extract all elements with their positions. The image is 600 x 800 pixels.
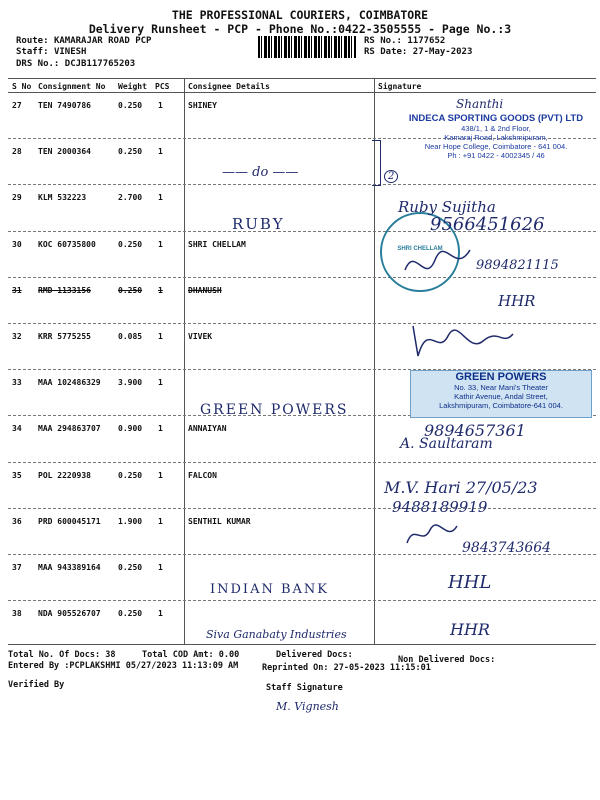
handwritten-signature: A. Saultaram [400, 436, 493, 452]
green-powers-stamp [410, 370, 592, 418]
route-field [16, 36, 151, 46]
row-consignee: FALCON [188, 470, 217, 480]
row-sno: 32 [12, 332, 22, 341]
col-header-signature: Signature [378, 82, 422, 91]
indeca-stamp [398, 113, 594, 160]
row-sno: 35 [12, 470, 22, 480]
col-header-weight: Weight [118, 82, 147, 91]
staff-signature: M. Vignesh [276, 700, 339, 713]
staff-label: Staff: [16, 47, 49, 57]
row-weight: 0.250 [118, 285, 143, 295]
rs-no-value: 1177652 [407, 36, 446, 46]
row-weight: 0.250 [118, 239, 143, 249]
row-weight: 0.250 [118, 147, 143, 157]
handwritten-name: Siva Ganabaty Industries [206, 628, 347, 641]
row-weight: 2.700 [118, 193, 143, 203]
rs-date-label: RS Date: [364, 47, 408, 57]
handwritten-scribble [400, 240, 480, 286]
handwritten-phone: 9488189919 [392, 498, 488, 516]
handwritten-phone: 9894821115 [476, 258, 559, 273]
handwritten-signature: Ruby Sujitha [398, 198, 496, 216]
row-pcs: 1 [158, 285, 163, 295]
row-pcs: 1 [158, 239, 163, 249]
row-consignment-no: KOC 60735800 [38, 239, 96, 249]
row-pcs: 1 [158, 470, 163, 480]
row-sno: 38 [12, 609, 22, 619]
row-consignment-no: TEN 2000364 [38, 147, 91, 157]
rs-date-value: 27-May-2023 [412, 47, 473, 57]
row-consignment-no: MAA 943389164 [38, 563, 101, 572]
row-pcs: 1 [158, 563, 163, 572]
route-label: Route: [16, 36, 49, 46]
table-top-border [8, 78, 596, 79]
row-consignment-no: RMD 1133156 [38, 285, 91, 295]
row-weight: 0.250 [118, 609, 143, 619]
handwritten-signature: Shanthi [456, 97, 504, 111]
row-pcs: 1 [158, 516, 163, 526]
indeca-stamp-line: 438/1, 1 & 2nd Floor, [461, 124, 531, 133]
row-weight: 0.900 [118, 424, 143, 434]
row-weight: 3.900 [118, 378, 143, 388]
row-sno: 34 [12, 424, 22, 434]
total-cod-label: Total COD Amt: [142, 650, 214, 660]
row-sno: 36 [12, 516, 22, 526]
row-weight: 0.250 [118, 101, 143, 110]
green-powers-line: No. 33, Near Mani's Theater [454, 383, 548, 392]
staff-field [16, 47, 86, 57]
row-pcs: 1 [158, 193, 163, 203]
row-consignment-no: MAA 294863707 [38, 424, 101, 434]
row-consignee: SHINEY [188, 101, 217, 110]
row-consignee: ANNAIYAN [188, 424, 227, 434]
handwritten-name: INDIAN BANK [210, 582, 329, 597]
handwritten-brace [372, 140, 381, 186]
row-consignee: DHANUSH [188, 285, 222, 295]
verified-by: Verified By [8, 680, 65, 690]
col-header-consignee: Consignee Details [188, 82, 270, 91]
route-value: KAMARAJAR ROAD PCP [53, 36, 152, 46]
row-consignment-no: NDA 905526707 [38, 609, 101, 619]
drs-label: DRS No.: [16, 59, 60, 69]
row-sno: 31 [12, 285, 22, 295]
row-consignment-no: TEN 7490786 [38, 101, 91, 110]
col-header-sno: S No [12, 82, 32, 91]
green-powers-title: GREEN POWERS [455, 371, 547, 383]
handwritten-scribble [408, 316, 518, 362]
rs-date-field [364, 47, 472, 57]
entered-by: Entered By :PCPLAKSHMI 05/27/2023 11:13:09 AM [8, 661, 239, 671]
row-pcs: 1 [158, 378, 163, 388]
shri-chellam-seal-text: SHRI CHELLAM [397, 246, 443, 252]
green-powers-line: Kathir Avenue, Andal Street, [454, 392, 548, 401]
total-cod-value: 0.00 [218, 650, 240, 660]
row-sno: 37 [12, 563, 22, 572]
rs-no-field [364, 36, 445, 46]
handwritten-name: RUBY [232, 215, 285, 233]
total-docs [8, 650, 116, 660]
green-powers-line: Lakshmipuram, Coimbatore-641 004. [439, 401, 563, 410]
row-consignee: SHRI CHELLAM [188, 239, 246, 249]
handwritten-ditto: —— do —— [222, 165, 299, 180]
rs-no-label: RS No.: [364, 36, 402, 46]
staff-value: VINESH [53, 47, 87, 57]
handwritten-initials: HHR [450, 620, 490, 639]
handwritten-count: 2 [384, 170, 398, 183]
drs-field [16, 59, 135, 69]
row-pcs: 1 [158, 101, 163, 110]
row-pcs: 1 [158, 424, 163, 434]
drs-value: DCJB117765203 [64, 59, 136, 69]
indeca-stamp-line: Kamaraj Road, Lakshmipuram, [444, 133, 548, 142]
row-weight: 0.250 [118, 470, 143, 480]
indeca-stamp-line: Ph : +91 0422 - 4002345 / 46 [447, 151, 545, 160]
row-sno: 30 [12, 239, 22, 249]
non-delivered-docs-label: Non Delivered Docs: [398, 655, 496, 665]
handwritten-initials: HHL [448, 572, 492, 593]
row-pcs: 1 [158, 147, 163, 157]
row-consignment-no: KRR 5775255 [38, 332, 91, 341]
row-consignment-no: POL 2220938 [38, 470, 91, 480]
handwritten-signature: M.V. Hari 27/05/23 [384, 478, 538, 497]
col-header-pcs: PCS [155, 82, 170, 91]
reprinted-on: Reprinted On: 27-05-2023 11:15:01 [262, 663, 431, 673]
col-header-consignment: Consignment No [38, 82, 106, 91]
total-docs-label: Total No. Of Docs: [8, 650, 101, 660]
handwritten-phone: 9894657361 [424, 421, 526, 440]
row-consignee: SENTHIL KUMAR [188, 516, 251, 526]
total-cod [142, 650, 239, 660]
delivered-docs-label: Delivered Docs: [276, 650, 353, 660]
row-consignment-no: MAA 102486329 [38, 378, 101, 388]
barcode [258, 36, 356, 58]
handwritten-phone: 9843743664 [462, 540, 552, 556]
handwritten-phone: 9566451626 [430, 214, 545, 235]
row-pcs: 1 [158, 332, 163, 341]
handwritten-name: GREEN POWERS [200, 402, 349, 418]
staff-signature-label: Staff Signature [266, 683, 343, 693]
row-weight: 0.250 [118, 563, 143, 572]
total-docs-value: 38 [105, 650, 116, 660]
row-sno: 27 [12, 101, 22, 110]
row-sno: 29 [12, 193, 22, 203]
runsheet-subtitle: Delivery Runsheet - PCP - Phone No.:0422-3505555 - Page No.:3 [88, 22, 512, 36]
row-weight: 1.900 [118, 516, 143, 526]
row-weight: 0.085 [118, 332, 143, 341]
row-consignment-no: KLM 532223 [38, 193, 87, 203]
row-sno: 28 [12, 147, 22, 157]
indeca-stamp-title: INDECA SPORTING GOODS (PVT) LTD [408, 113, 584, 124]
row-pcs: 1 [158, 609, 163, 619]
handwritten-scribble [402, 518, 462, 550]
handwritten-initials: HHR [498, 292, 536, 310]
row-consignee: VIVEK [188, 332, 213, 341]
company-title: THE PROFESSIONAL COURIERS, COIMBATORE [171, 8, 429, 22]
row-consignment-no: PRD 600045171 [38, 516, 101, 526]
indeca-stamp-line: Near Hope College, Coimbatore - 641 004. [424, 142, 568, 151]
row-sno: 33 [12, 378, 22, 388]
